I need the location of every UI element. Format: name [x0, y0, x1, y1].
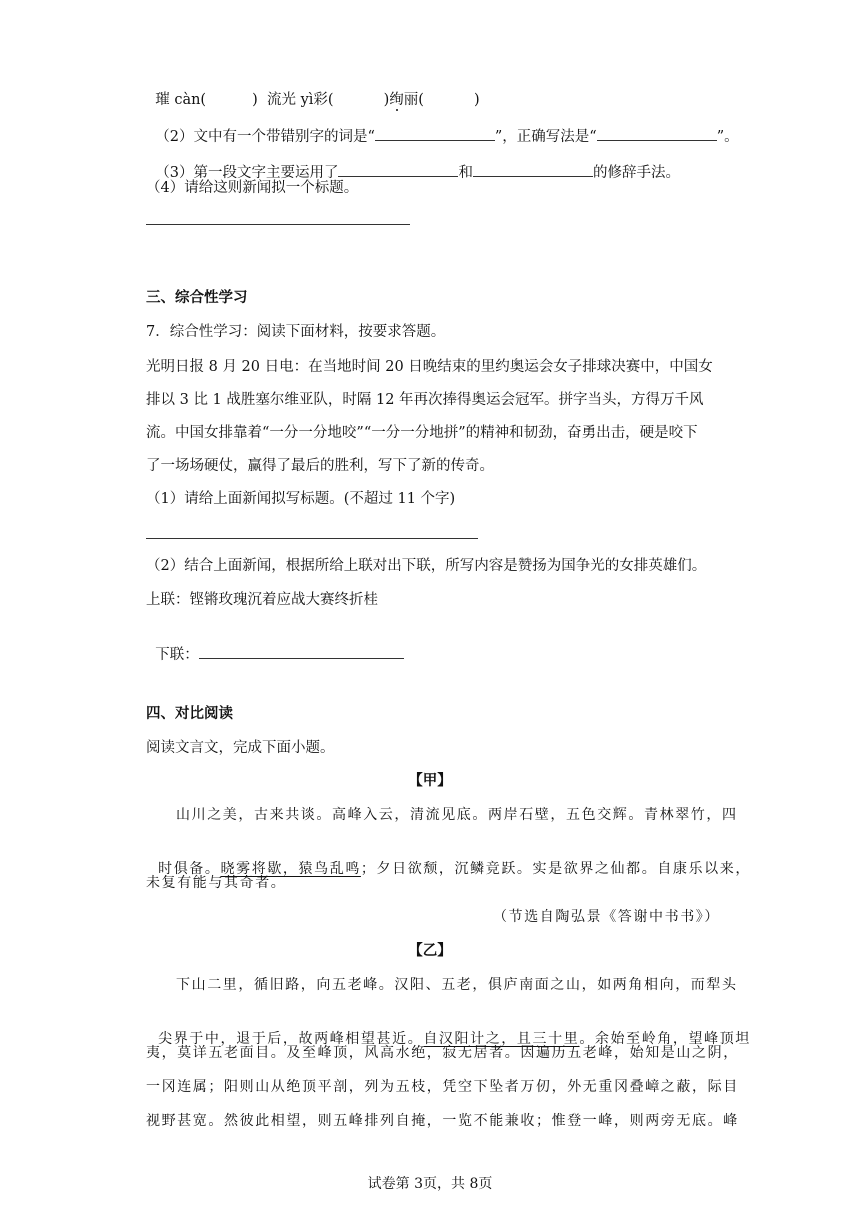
- pinyin-word-1: 璀: [155, 92, 170, 108]
- pinyin-1: càn(: [174, 92, 207, 108]
- pinyin-line: [146, 70, 480, 110]
- jia-underlined: 晓雾将歇，猿鸟乱鸣: [220, 861, 361, 877]
- jia-line-2-post: ；夕日欲颓，沉鳞竞跃。实是欲界之仙都。自康乐以来，: [360, 861, 751, 877]
- q7-sub1: （1）请给上面新闻拟写标题。(不超过 11 个字): [146, 491, 456, 507]
- q6-sub3-blank-2[interactable]: [473, 162, 593, 177]
- section-4-title: 四、对比阅读: [146, 706, 233, 722]
- shanglian: 上联：铿锵玫瑰沉着应战大赛终折桂: [146, 592, 378, 608]
- passage-jia-label: 【甲】: [408, 773, 452, 789]
- q6-answer-line[interactable]: [146, 224, 410, 225]
- jia-line-1: 山川之美，古来共谈。高峰入云，清流见底。两岸石壁，五色交辉。青林翠竹，四: [176, 807, 738, 823]
- news-line-2: 排以 3 比 1 战胜塞尔维亚队，时隔 12 年再次捧得奥运会冠军。拼字当头，方得万千风: [146, 392, 704, 408]
- pinyin-word-2: 流光: [266, 92, 296, 108]
- news-line-3: 流。中国女排靠着“一分一分地咬”“一分一分地拼”的精神和韧劲，奋勇出击，硬是咬下: [146, 425, 698, 441]
- jia-line-2-pre: 时俱备。: [158, 861, 221, 877]
- pinyin-3: 丽(: [403, 92, 424, 108]
- yi-underlined: 自汉阳计之，且三十里: [423, 1031, 580, 1047]
- news-line-1: 光明日报 8 月 20 日电：在当地时间 20 日晚结束的里约奥运会女子排球决赛中，中国女: [146, 359, 713, 375]
- q6-sub3-end: 的修辞手法。: [592, 165, 680, 181]
- xialian-blank[interactable]: [199, 644, 404, 659]
- yi-line-5: 视野甚宽。然彼此相望，则五峰排列自掩，一览不能兼收；惟登一峰，则两旁无底。峰: [146, 1113, 739, 1129]
- paren-close-1: ): [252, 92, 258, 108]
- section-3-title: 三、综合性学习: [146, 290, 248, 306]
- yi-line-2-post: 。余始至岭角，望峰顶坦: [579, 1031, 751, 1047]
- q6-sub3-blank-1[interactable]: [338, 162, 458, 177]
- q6-sub3: [146, 142, 680, 183]
- xialian-label: 下联：: [155, 647, 199, 663]
- yi-line-4: 一冈连属；阳则山从绝顶平剖，列为五枝，凭空下坠者万仞，外无重冈叠嶂之蔽，际目: [146, 1079, 739, 1095]
- q6-sub3-text: （3）第一段文字主要运用了: [155, 165, 339, 181]
- pinyin-2: yì彩(: [300, 92, 334, 108]
- yi-line-1: 下山二里，循旧路，向五老峰。汉阳、五老，俱庐南面之山，如两角相向，而犁头: [176, 977, 738, 993]
- q6-sub2-mid: ”，正确写法是“: [494, 129, 597, 145]
- page-footer: 试卷第 3页，共 8页: [367, 1176, 493, 1192]
- xialian: [146, 624, 404, 665]
- q6-sub3-mid: 和: [458, 165, 473, 181]
- news-line-4: 了一场场硬仗，赢得了最后的胜利，写下了新的传奇。: [146, 458, 494, 474]
- q7-sub2: （2）结合上面新闻，根据所给上联对出下联，所写内容是赞扬为国争光的女排英雄们。: [146, 558, 707, 574]
- yi-line-3: 夷，莫详五老面目。及至峰顶，风高水绝，寂无居者。因遍历五老峰，始知是山之阴，: [146, 1045, 739, 1061]
- q7-sub1-answer-line[interactable]: [146, 538, 478, 539]
- yi-line-2-pre: 尖界于中，退于后，故两峰相望甚近。: [158, 1031, 424, 1047]
- dotted-char: 绚: [389, 92, 404, 108]
- q6-sub2-blank-1[interactable]: [375, 126, 495, 141]
- passage-yi-label: 【乙】: [408, 943, 452, 959]
- q7-prompt: 7．综合性学习：阅读下面材料，按要求答题。: [146, 324, 446, 340]
- jia-source: （节选自陶弘景《答谢中书书》）: [493, 909, 720, 925]
- paren-close-2: ): [383, 92, 390, 108]
- q6-sub2-text: （2）文中有一个带错别字的词是“: [155, 129, 375, 145]
- q6-sub2-blank-2[interactable]: [597, 126, 717, 141]
- reading-intro: 阅读文言文，完成下面小题。: [146, 740, 335, 756]
- paren-close-3: ): [473, 92, 480, 108]
- q6-sub2-end: ”。: [716, 129, 739, 145]
- jia-line-3: 未复有能与其奇者。: [146, 875, 287, 891]
- q6-sub2: [146, 106, 739, 147]
- q6-sub4: （4）请给这则新闻拟一个标题。: [146, 180, 359, 196]
